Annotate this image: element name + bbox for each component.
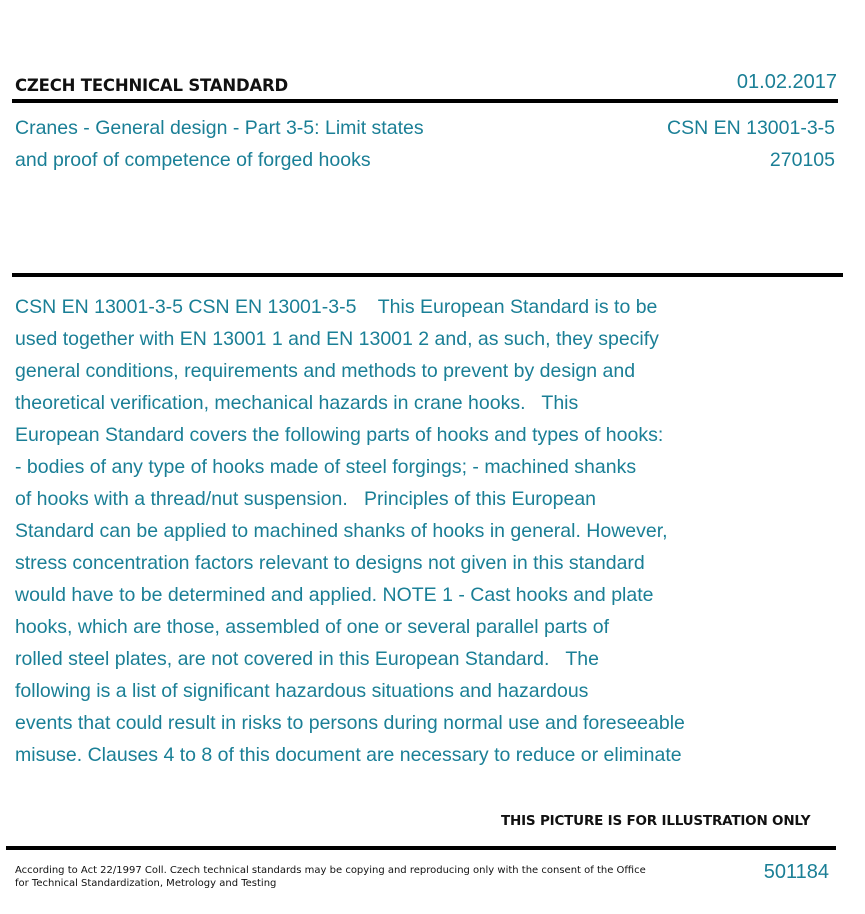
abstract-line: Standard can be applied to machined shanks of hooks in general. However, [15,520,668,542]
publication-date: 01.02.2017 [736,71,837,93]
abstract-line: events that could result in risks to persons during normal use and foreseeable [15,712,685,734]
document-title-line: and proof of competence of forged hooks [15,149,371,171]
abstract-line: - bodies of any type of hooks made of steel forgings; - machined shanks [15,456,637,478]
abstract-line: hooks, which are those, assembled of one or several parallel parts of [15,616,609,638]
legal-notice-line: According to Act 22/1997 Coll. Czech technical standards may be copying and reproducing only with the consent of the Office [15,865,646,876]
footer-divider [6,846,836,850]
header-divider [12,99,838,103]
standard-type-label: CZECH TECHNICAL STANDARD [15,76,289,95]
abstract-line: used together with EN 13001 1 and EN 13001 2 and, as such, they specify [15,328,659,350]
abstract-text [15,291,775,771]
abstract-line: CSN EN 13001-3-5 CSN EN 13001-3-5 This European Standard is to be [15,296,658,318]
document-number: 501184 [763,861,829,883]
title-divider [12,273,843,277]
abstract-line: rolled steel plates, are not covered in this European Standard. The [15,648,599,670]
abstract-line: misuse. Clauses 4 to 8 of this document are necessary to reduce or eliminate [15,744,682,766]
abstract-line: general conditions, requirements and methods to prevent by design and [15,360,636,382]
abstract-line: European Standard covers the following parts of hooks and types of hooks: [15,424,664,446]
abstract-line: of hooks with a thread/nut suspension. Principles of this European [15,488,597,510]
abstract-line: following is a list of significant hazardous situations and hazardous [15,680,589,702]
abstract-line: would have to be determined and applied. NOTE 1 - Cast hooks and plate [15,584,654,606]
abstract-line: theoretical verification, mechanical hazards in crane hooks. This [15,392,579,414]
illustration-disclaimer: THIS PICTURE IS FOR ILLUSTRATION ONLY [501,813,811,829]
document-title-line: Cranes - General design - Part 3-5: Limit states [15,117,424,139]
legal-notice-line: for Technical Standardization, Metrology and Testing [15,878,277,889]
classification-number: 270105 [769,149,835,171]
standard-code: CSN EN 13001-3-5 [667,117,835,139]
abstract-line: stress concentration factors relevant to designs not given in this standard [15,552,645,574]
